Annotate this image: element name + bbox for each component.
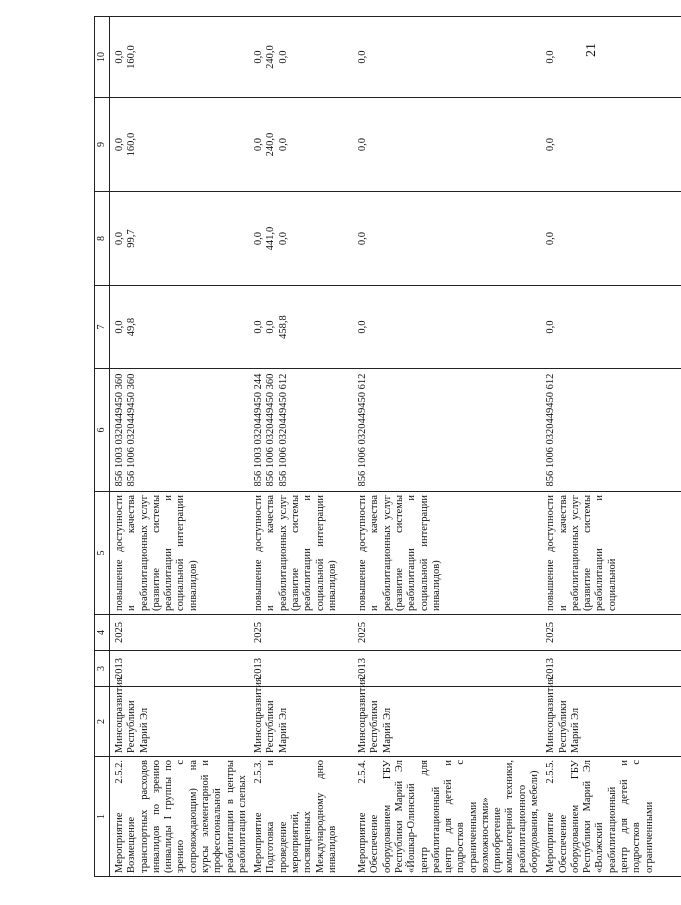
col9-values xyxy=(541,98,681,192)
col8-values xyxy=(110,192,250,286)
start-year: 2013 xyxy=(541,651,681,687)
end-year: 2025 xyxy=(110,615,250,651)
col8-values xyxy=(249,192,353,286)
rotated-table-sheet xyxy=(94,17,655,877)
col10-values xyxy=(110,17,250,98)
column-header-5: 5 xyxy=(95,492,110,615)
column-header-9: 9 xyxy=(95,98,110,192)
amount: 0,0 xyxy=(253,137,265,152)
budget-code: 856 1006 0320449450 612 xyxy=(545,373,557,487)
column-header-6: 6 xyxy=(95,369,110,492)
measure-title: Мероприятие 2.5.5. Обеспечение оборудованием ГБУ Республики Марий Эл «Волжский реабилитационный центр для детей и подростков с ограниченными xyxy=(541,757,681,877)
budget-code: 856 1003 0320449450 244 xyxy=(253,373,265,487)
expected-result: повышение доступности и качества реабилитационных услуг (развитие системы реабилитации и социальной интеграции инвалидов) xyxy=(353,492,541,615)
col10-values xyxy=(541,17,681,98)
column-header-1: 1 xyxy=(95,757,110,877)
measure-executor: Минсоцразвития Республики Марий Эл xyxy=(353,687,541,757)
budget-code: 856 1006 0320449450 612 xyxy=(357,373,369,487)
amount: 0,0 xyxy=(114,231,125,246)
table-row xyxy=(353,17,541,877)
amount: 99,7 xyxy=(126,229,138,248)
end-year: 2025 xyxy=(353,615,541,651)
table-row xyxy=(110,17,250,877)
amount: 0,0 xyxy=(545,50,557,64)
amount: 0,0 xyxy=(265,320,277,334)
col10-values xyxy=(249,17,353,98)
amount: 0,0 xyxy=(114,320,125,334)
measure-executor: Минсоцразвития Республики Марий Эл xyxy=(541,687,681,757)
amount: 0,0 xyxy=(357,320,369,334)
start-year: 2013 xyxy=(110,651,250,687)
table-row xyxy=(541,17,681,877)
measure-title: Мероприятие 2.5.2. Возмещение транспортных расходов инвалидов по зрению (инвалиды I группы по зрению с сопровождающим) на курсы элементарной и профессиональной реабилитации в центры реабилитации слепых xyxy=(110,757,250,877)
table-row xyxy=(249,17,353,877)
col7-values xyxy=(249,286,353,369)
program-measures-table xyxy=(94,16,681,877)
col9-values xyxy=(249,98,353,192)
measure-executor: Минсоцразвития Республики Марий Эл xyxy=(249,687,353,757)
measure-title: Мероприятие 2.5.3. Подготовка и проведение мероприятий, посвященных Международному дню инвалидов xyxy=(249,757,353,877)
amount: 160,0 xyxy=(126,45,138,69)
amount: 0,0 xyxy=(357,50,369,64)
budget-code: 856 1006 0320449450 360 xyxy=(265,373,277,487)
amount: 0,0 xyxy=(277,137,289,152)
start-year: 2013 xyxy=(353,651,541,687)
budget-code: 856 1006 0320449450 360 xyxy=(126,373,138,487)
budget-code: 856 1006 0320449450 612 xyxy=(277,373,289,487)
amount: 49,8 xyxy=(126,317,138,337)
col9-values xyxy=(110,98,250,192)
expected-result: повышение доступности и качества реабилитационных услуг (развитие системы реабилитации и социальной интеграции инвалидов) xyxy=(249,492,353,615)
expected-result: повышение доступности и качества реабилитационных услуг (развитие системы реабилитации и социальной интеграции инвалидов) xyxy=(110,492,250,615)
budget-codes xyxy=(249,369,353,492)
amount: 0,0 xyxy=(253,320,265,334)
budget-codes xyxy=(353,369,541,492)
expected-result: повышение доступности и качества реабилитационных услуг (развитие системы реабилитации и социальной xyxy=(541,492,681,615)
budget-codes xyxy=(110,369,250,492)
column-header-4: 4 xyxy=(95,615,110,651)
column-header-7: 7 xyxy=(95,286,110,369)
column-header-10: 10 xyxy=(95,17,110,98)
column-header-8: 8 xyxy=(95,192,110,286)
amount: 0,0 xyxy=(357,137,369,152)
amount: 458,8 xyxy=(277,315,289,339)
col7-values xyxy=(110,286,250,369)
amount: 160,0 xyxy=(126,132,138,157)
measure-executor: Минсоцразвития Республики Марий Эл xyxy=(110,687,250,757)
measure-title: Мероприятие 2.5.4. Обеспечение оборудованием ГБУ Республики Марий Эл «Йошкар-Олинский центр для реабилитационный центр для детей и подростков с ограниченными возможностями» (приобретение компьютерной техники, реабилитационного оборудования, мебели) xyxy=(353,757,541,877)
amount: 0,0 xyxy=(114,137,125,152)
amount: 240,0 xyxy=(265,45,277,69)
amount: 441,0 xyxy=(265,226,277,251)
column-header-3: 3 xyxy=(95,651,110,687)
end-year: 2025 xyxy=(249,615,353,651)
amount: 0,0 xyxy=(545,137,557,152)
amount: 0,0 xyxy=(277,50,289,64)
amount: 0,0 xyxy=(545,320,557,334)
amount: 0,0 xyxy=(253,50,265,64)
end-year: 2025 xyxy=(541,615,681,651)
page-number: 21 xyxy=(584,43,599,57)
amount: 0,0 xyxy=(253,231,265,246)
amount: 0,0 xyxy=(357,231,369,246)
start-year: 2013 xyxy=(249,651,353,687)
col7-values xyxy=(353,286,541,369)
col9-values xyxy=(353,98,541,192)
amount: 0,0 xyxy=(277,231,289,246)
col7-values xyxy=(541,286,681,369)
budget-code: 856 1003 0320449450 360 xyxy=(114,373,125,487)
amount: 240,0 xyxy=(265,132,277,157)
amount: 0,0 xyxy=(545,231,557,246)
amount: 0,0 xyxy=(114,50,125,64)
col10-values xyxy=(353,17,541,98)
column-header-2: 2 xyxy=(95,687,110,757)
col8-values xyxy=(541,192,681,286)
col8-values xyxy=(353,192,541,286)
budget-codes xyxy=(541,369,681,492)
column-number-header xyxy=(95,17,110,877)
